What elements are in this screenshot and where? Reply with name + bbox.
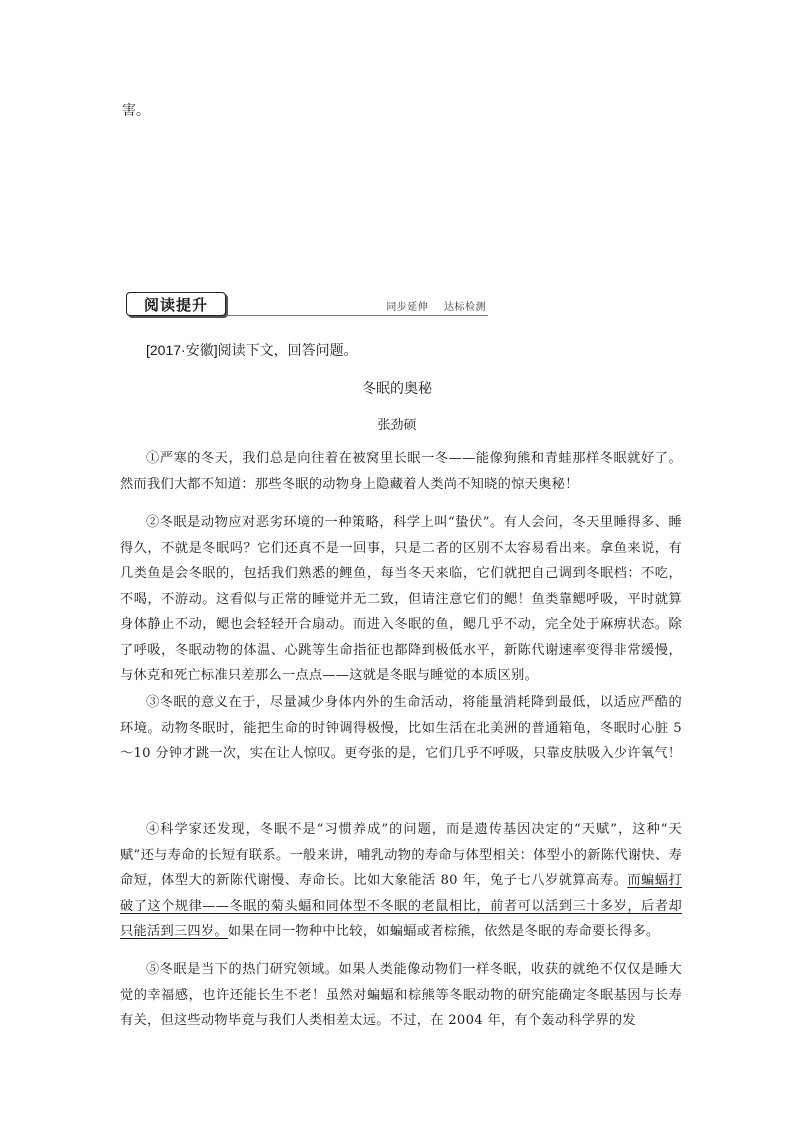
section-header: [126, 292, 488, 318]
paragraph-2: ②冬眠是动物应对恶劣环境的一种策略，科学上叫“蛰伏”。有人会问，冬天里睡得多、睡得久，不就是冬眠吗？它们还真不是一回事，只是二者的区别不太容易看出来。拿鱼来说，有几类鱼是会冬眠的，包括我们熟悉的鲤鱼，每当冬天来临，它们就把自己调到冬眠档：不吃，不喝，不游动。这看似与正常的睡觉并无二致，但请注意它们的鳃！鱼类靠鳃呼吸，平时就算身体静止不动，鳃也会轻轻开合扇动。而进入冬眠的鱼，鳃几乎不动，完全处于麻痹状态。除了呼吸，冬眠动物的体温、心跳等生命指征也都降到极低水平，新陈代谢速率变得非常缓慢，与休克和死亡标准只差那么一点点——这就是冬眠与睡觉的本质区别。: [120, 515, 682, 683]
paragraph-4: [120, 817, 682, 945]
paragraph-5: ⑤冬眠是当下的热门研究领域。如果人类能像动物们一样冬眠，收获的就绝不仅仅是睡大觉的幸福感，也许还能长生不老！虽然对蝙蝠和棕熊等冬眠动物的研究能确定冬眠基因与长寿有关，但这些动物毕竟与我们人类相差太远。不过，在 2004 年，有个轰动科学界的发: [120, 962, 682, 1028]
section-subtitle-1: 同步延伸: [386, 302, 429, 313]
previous-page-fragment: 害。: [122, 103, 150, 119]
paragraph-1: ①严寒的冬天，我们总是向往着在被窝里长眠一冬——能像狗熊和青蛙那样冬眠就好了。然而我们大都不知道：那些冬眠的动物身上隐藏着人类尚不知晓的惊天奥秘！: [120, 451, 682, 492]
paragraph-4-part-a: ④科学家还发现，冬眠不是“习惯养成”的问题，而是遗传基因决定的“天赋”，这种“天赋”还与寿命的长短有联系。一般来讲，哺乳动物的寿命与体型相关：体型小的新陈代谢快、寿命短，体型大的新陈代谢慢、寿命长。比如大象能活 80 年，兔子七八岁就算高寿。: [120, 822, 682, 888]
section-subtitle: [386, 298, 486, 313]
paragraph-3: ③冬眠的意义在于，尽量减少身体内外的生命活动，将能量消耗降到最低，以适应严酷的环境。动物冬眠时，能把生命的时钟调得极慢，比如生活在北美洲的普通箱龟，冬眠时心脏 5～10 分钟才跳一次，实在让人惊叹。更夸张的是，它们几乎不呼吸，只靠皮肤吸入少许氧气！: [120, 695, 682, 761]
paragraph-4-underlined: 而蝙蝠打破了这个规律——冬眠的菊头蝠和同体型不冬眠的老鼠相比，前者可以活到三十多岁，后者却只能活到三四岁。: [120, 873, 682, 939]
section-tag: 阅读提升: [126, 292, 226, 316]
section-subtitle-2: 达标检测: [444, 302, 486, 313]
section-rule: [226, 315, 488, 316]
article-title: 冬眠的奥秘: [362, 380, 432, 396]
question-intro: [2017·安徽]阅读下文，回答问题。: [146, 342, 358, 358]
article-author: 张劲硕: [377, 418, 417, 433]
paragraph-4-part-b: 如果在同一物种中比较，如蝙蝠或者棕熊，依然是冬眠的寿命要长得多。: [227, 924, 660, 939]
